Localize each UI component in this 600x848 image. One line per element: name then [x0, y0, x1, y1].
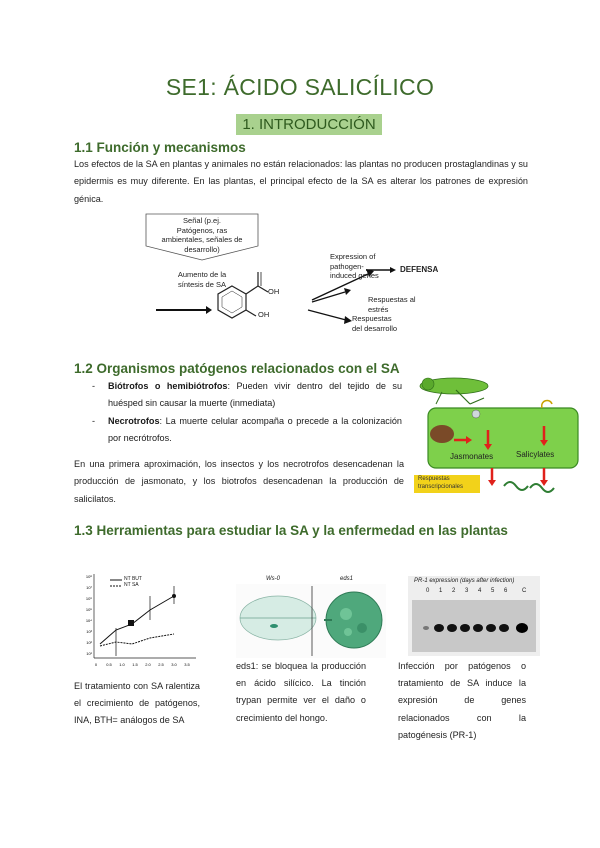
fig1-ytick: 10⁴: [85, 618, 92, 623]
fig1-ytick: 10²: [86, 640, 92, 645]
legend-line2: transcripcionales: [418, 483, 464, 490]
fig3-lane-label: C: [522, 588, 527, 594]
fig3-blot-title: PR-1 expression (days after infection): [414, 578, 515, 584]
fig1-ytick: 10⁶: [85, 596, 92, 601]
leaves-svg: [236, 576, 386, 658]
page-title: SE1: ÁCIDO SALICÍLICO: [165, 74, 435, 100]
heading-pathogens: 1.2 Organismos patógenos relacionados con el SA: [74, 361, 400, 376]
defense-label: DEFENSA: [400, 265, 439, 274]
fungus-icon: [542, 401, 552, 408]
fig1-ytick: 10⁵: [85, 607, 92, 612]
dev-line2: del desarrollo: [352, 323, 398, 333]
signal-line3: ambientales, señales de: [161, 235, 243, 244]
oh-top-label: OH: [268, 287, 280, 296]
fig1-ytick: 10¹: [86, 651, 92, 656]
paragraph-pathogens: En una primera aproximación, los insectos y los necrotrofos desencadenan la producción de jasmonato, y los biotrofos desencadenan la producción de salicilatos.: [74, 459, 404, 504]
sa-signaling-diagram: [140, 212, 460, 342]
signal-line2: Patógenos, ras: [176, 225, 228, 235]
bullet-text-biotrophs: : Pueden vivir dentro del tejido de su huésped sin causar la muerte (inmediata): [108, 381, 402, 409]
fig3-lane-label: 5: [491, 588, 495, 594]
fig1-xtick: 2.0: [145, 662, 151, 667]
signal-line4: desarrollo): [184, 244, 220, 254]
expr-line2: pathogen-: [330, 261, 364, 271]
heading-function: 1.1 Función y mecanismos: [74, 140, 246, 155]
bullet-item-biotrophs: - Biótrofos o hemibiótrofos: Pueden vivir dentro del tejido de su huésped sin causar la muerte (inmediata): [92, 381, 402, 409]
heading-tools: 1.3 Herramientas para estudiar la SA y la enfermedad en las plantas: [74, 523, 508, 538]
signal-line1: Señal (p.ej.: [183, 216, 221, 225]
bullet-text-necrotrophs: : La muerte celular acompaña o precede a la colonización por necrótrofos.: [108, 415, 402, 444]
fig1-caption: El tratamiento con SA ralentiza el crecimiento de patógenos, INA, BTH= análogos de SA: [74, 681, 200, 726]
legend-line1: Respuestas: [418, 476, 450, 482]
plant-defense-diagram: [412, 368, 582, 498]
blot-svg: [408, 596, 540, 656]
paragraph-function: Los efectos de la SA en plantas y animales no están relacionados: las plantas no producen prostaglandinas y su epidermis es muy diferente. En las plantas, el principal efecto de la SA es alterar los patrones de expresión génica.: [74, 159, 528, 204]
fig1-xtick: 0: [94, 662, 98, 667]
dev-line1: Respuestas: [352, 314, 392, 323]
fig3-lane-label: 3: [465, 588, 469, 594]
fig1-xtick: 0.5: [106, 662, 112, 667]
figure-growth-graph: [80, 568, 200, 676]
fig1-legend-1: NT BUT: [124, 576, 142, 582]
fig2-label-ws0: Ws-0: [266, 576, 280, 582]
necrotic-spot-icon: [430, 425, 454, 443]
fig3-lane-label: 4: [478, 588, 482, 594]
fig1-ytick: 10³: [86, 629, 92, 634]
oh-bottom-label: OH: [258, 310, 270, 319]
leaf-eds1-icon: [326, 592, 382, 648]
fig3-lane-label: 2: [452, 588, 456, 594]
fig1-xtick: 3.5: [184, 662, 190, 667]
bullet-term-biotrophs: Biótrofos o hemibiótrofos: [108, 381, 228, 391]
fig1-ytick: 10⁷: [86, 585, 92, 590]
fig1-xtick: 1.5: [132, 662, 138, 667]
increase-line1: Aumento de la: [177, 270, 227, 279]
stress-line1: Respuestas al: [368, 295, 416, 304]
bullet-list: [92, 378, 402, 448]
expr-line1: Expression of: [330, 252, 376, 261]
fig3-caption: Infección por patógenos o tratamiento de SA induce la expresión de genes relacionados con la patogénesis (PR-1): [398, 661, 526, 740]
bullet-term-necrotrophs: Necrotrofos: [108, 415, 160, 426]
fig3-lane-label: 0: [426, 588, 430, 594]
fig2-label-eds1: eds1: [340, 576, 354, 582]
expr-line3: induced genes: [330, 271, 379, 280]
section-label: 1. INTRODUCCIÓN: [236, 114, 382, 135]
fig1-ytick: 10⁸: [85, 574, 92, 579]
fig1-xtick: 1.0: [119, 662, 125, 667]
fig1-legend-2: NT SA: [124, 582, 139, 588]
figure-leaves: [236, 576, 386, 658]
fig1-xtick: 2.5: [158, 662, 164, 667]
salicylates-label: Salicylates: [516, 450, 555, 459]
fig2-caption: eds1: se bloquea la producción en ácido silícico. La tinción trypan permite ver el daño o crecimiento del hongo.: [236, 661, 366, 723]
increase-line2: síntesis de SA: [178, 280, 226, 289]
fig1-xtick: 3.0: [171, 662, 177, 667]
figure-blot: [408, 576, 540, 656]
jasmonates-label: Jasmonates: [450, 452, 494, 461]
stress-line2: estrés: [368, 304, 389, 314]
bullet-item-necrotrophs: - Necrotrofos: La muerte celular acompaña o precede a la colonización por necrótrofos.: [92, 415, 402, 444]
fig3-lane-label: 6: [504, 588, 508, 594]
fig3-lane-label: 1: [439, 588, 443, 594]
